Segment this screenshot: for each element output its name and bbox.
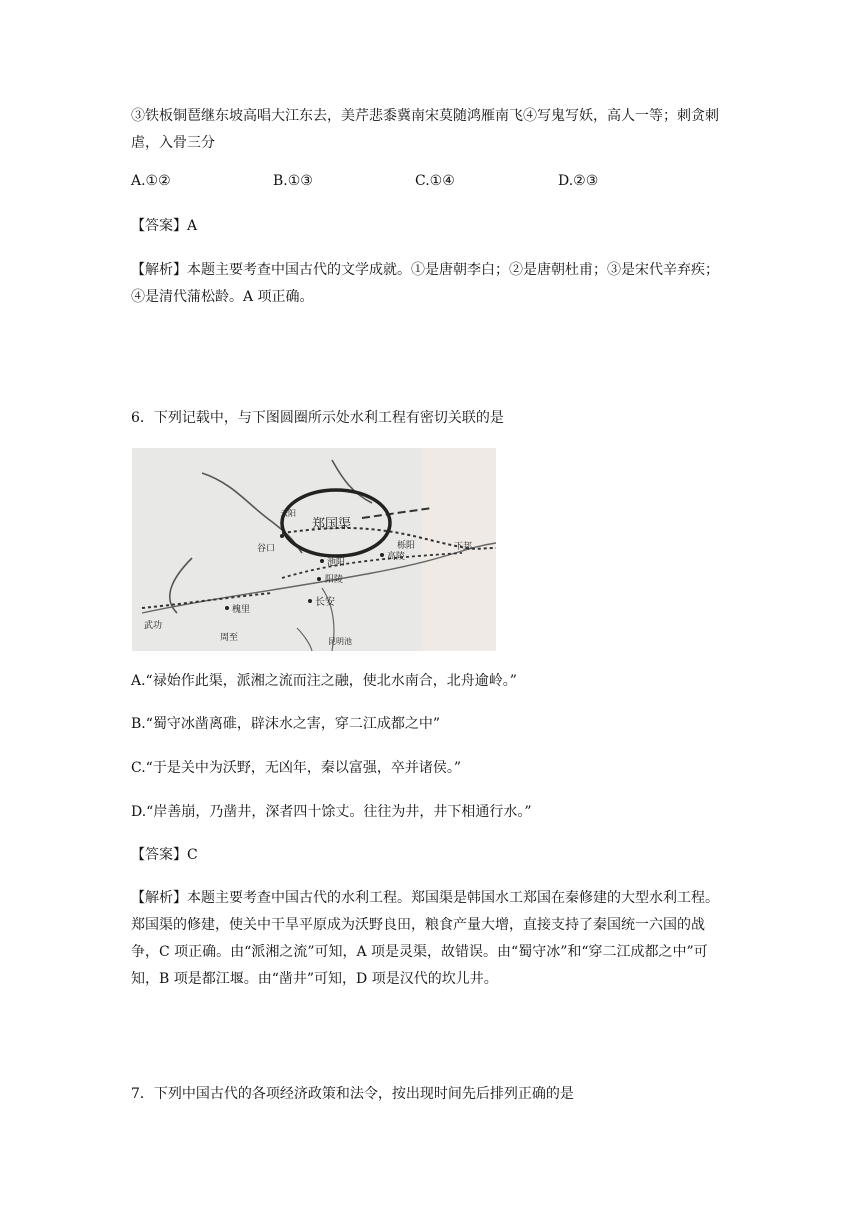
map-drawing: [132, 448, 496, 651]
label-xiagui: 下邽: [454, 542, 473, 552]
label-kunming: 昆明池: [328, 637, 352, 646]
q5-analysis: 【解析】本题主要考查中国古代的文学成就。①是唐朝李白；②是唐朝杜甫；③是宋代辛弃疾；④是清代蒲松龄。A 项正确。: [131, 262, 719, 305]
label-changan: 长安: [315, 597, 335, 608]
label-wugong: 武功: [144, 621, 163, 631]
label-canal: 郑国渠: [312, 517, 352, 532]
q5-option-c: C.①④: [415, 173, 455, 189]
label-yunyang: 云阳: [280, 509, 296, 518]
label-yangling: 阳陵: [325, 575, 344, 585]
q5-answer: 【答案】A: [131, 218, 198, 234]
q6-option-a: A.“禄始作此渠，派湘之流而注之融，使北水南合，北舟逾岭。”: [131, 673, 517, 689]
label-zhouzhi: 周至: [220, 633, 239, 643]
label-huaili: 槐里: [232, 605, 251, 615]
q6-analysis: 【解析】本题主要考查中国古代的水利工程。郑国渠是韩国水工郑国在秦修建的大型水利工程。郑国渠的修建，使关中干旱平原成为沃野良田，粮食产量大增，直接支持了秦国统一六国的战争，C 项正确。由“派湘之流”可知，A 项是灵渠，故错误。由“蜀守冰”和“穿二江成都之中”可知，B 项是都江堰。由“凿井”可知，D 项是汉代的坎儿井。: [131, 890, 719, 987]
q6-option-c: C.“于是关中为沃野，无凶年，秦以富强，卒并诸侯。”: [131, 760, 461, 776]
label-gaoling: 高陵: [387, 552, 406, 562]
q5-statements: ③铁板铜琶继东坡高唱大江东去，美芹悲黍冀南宋莫随鸿雁南飞④写鬼写妖，高人一等；刺贪刺虐，入骨三分: [131, 108, 719, 151]
q5-option-a: A.①②: [131, 173, 171, 189]
q5-option-d: D.②③: [558, 173, 599, 189]
q6-question: 6．下列记载中，与下图圆圈所示处水利工程有密切关联的是: [131, 410, 504, 426]
q6-answer: 【答案】C: [131, 847, 198, 863]
q5-option-b: B.①③: [273, 173, 313, 189]
zhengguoqu-map: [132, 448, 496, 651]
label-chiyang: 池阳: [327, 558, 346, 568]
label-liyang: 栎阳: [397, 541, 416, 551]
q7-question: 7．下列中国古代的各项经济政策和法令，按出现时间先后排列正确的是: [131, 1086, 574, 1102]
q6-option-b: B.“蜀守冰凿离碓，辟沫水之害，穿二江成都之中”: [131, 716, 441, 732]
label-gukou: 谷口: [257, 544, 276, 554]
q6-option-d: D.“岸善崩，乃凿井，深者四十馀丈。往往为井，井下相通行水。”: [131, 804, 532, 820]
